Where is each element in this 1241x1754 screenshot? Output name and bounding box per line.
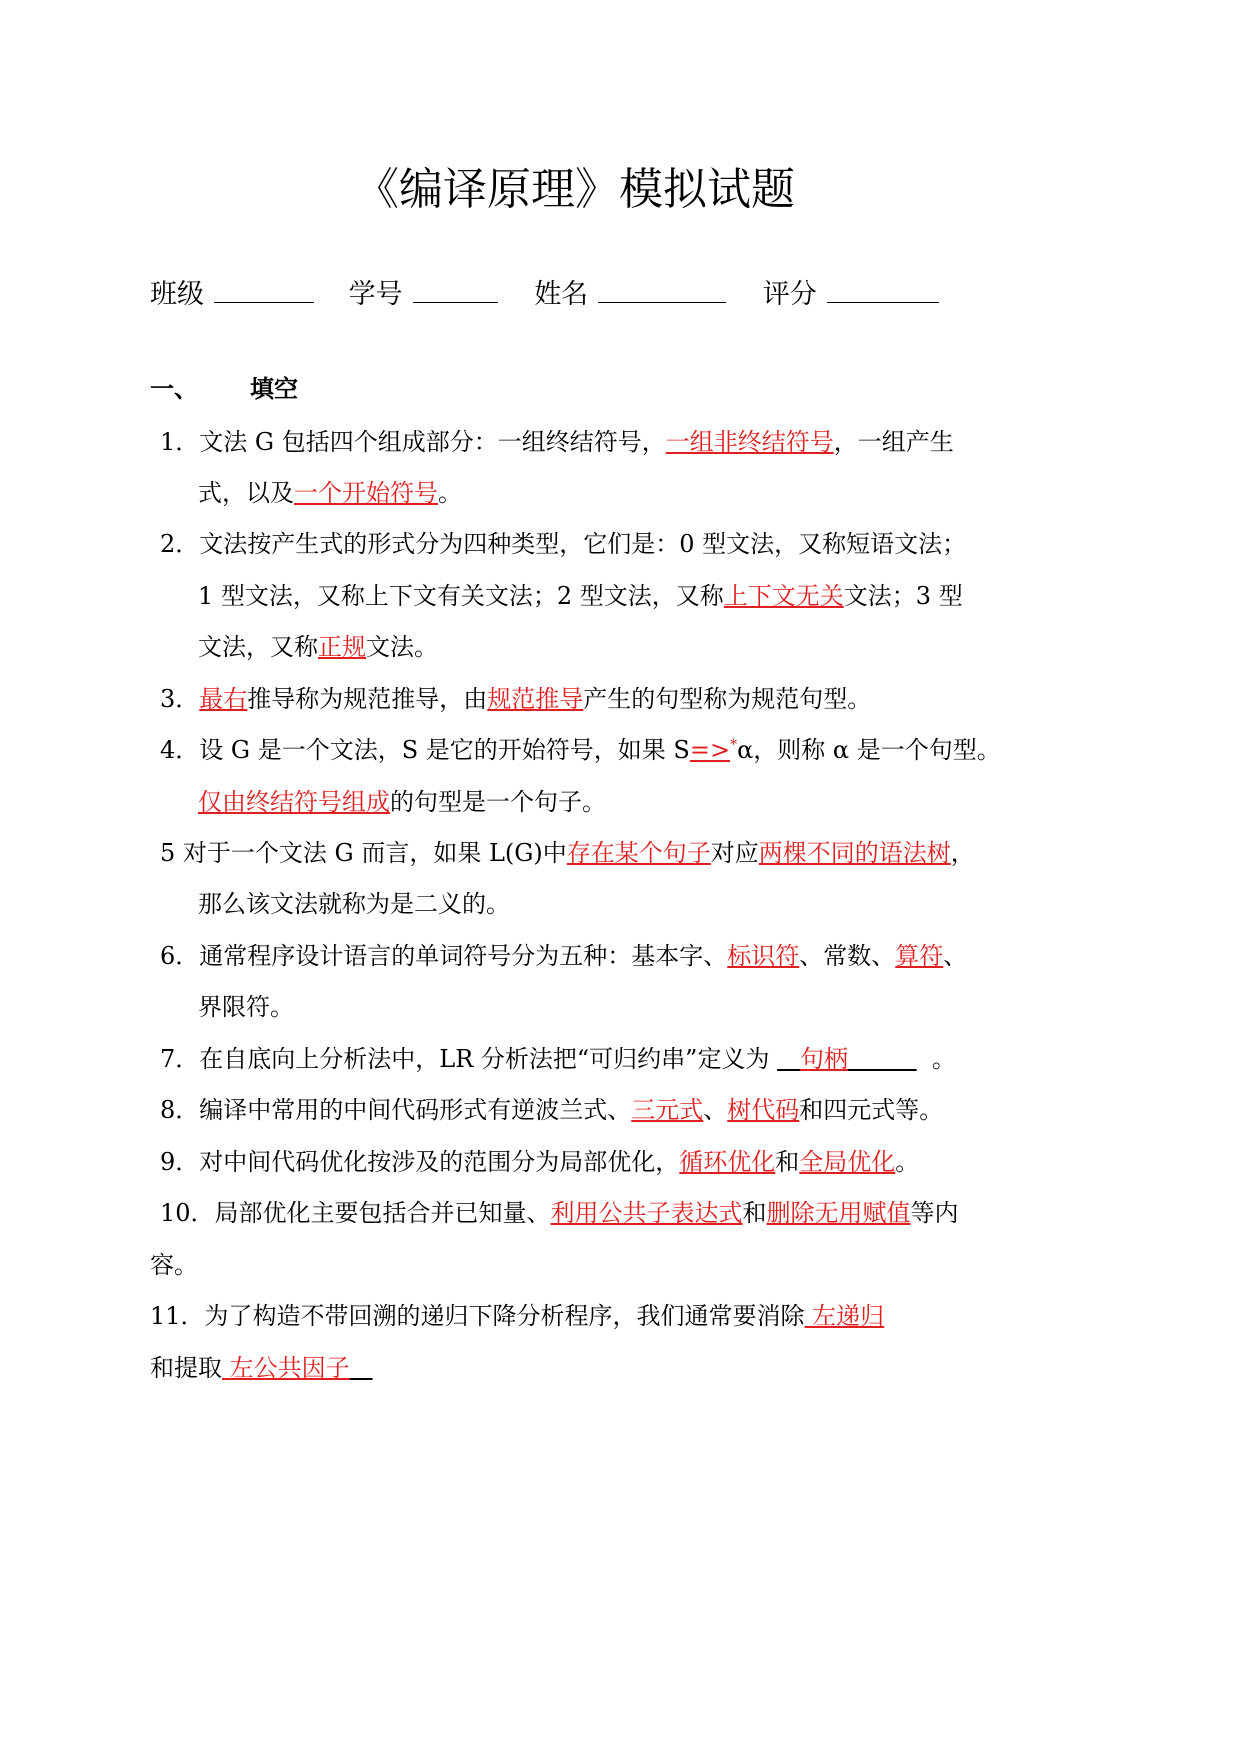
- question-5-line-2: [198, 887, 510, 921]
- answer-blank: 两棵不同的语法树: [758, 839, 951, 867]
- question-text: 推导称为规范推导，由: [247, 685, 488, 713]
- question-text: ，一组产生: [833, 428, 954, 456]
- student-id-blank[interactable]: [413, 278, 498, 303]
- question-text: 。: [438, 479, 462, 507]
- answer-blank: 全局优化: [799, 1148, 896, 1176]
- question-text: 的句型是一个句子。: [390, 788, 606, 816]
- question-text: 产生的句型称为规范句型。: [583, 685, 872, 713]
- question-text: 2．文法按产生式的形式分为四种类型，它们是：0 型文法，又称短语文法；: [160, 530, 967, 558]
- section-title: 填空: [250, 374, 298, 403]
- question-text: 10．局部优化主要包括合并已知量、: [160, 1199, 551, 1227]
- student-id-field: [349, 275, 498, 315]
- question-2-line-3: [198, 630, 438, 664]
- name-field: [534, 275, 726, 315]
- question-text: 和: [775, 1148, 800, 1176]
- blank-underline: [777, 1045, 800, 1073]
- question-3-line-1: [160, 682, 871, 716]
- kleene-star: *: [730, 737, 738, 753]
- question-text: 。: [895, 1148, 920, 1176]
- answer-blank: 树代码: [727, 1096, 800, 1124]
- student-info-row: [150, 275, 939, 315]
- class-blank[interactable]: [214, 278, 314, 303]
- answer-blank: 删除无用赋值: [766, 1199, 911, 1227]
- section-heading: [150, 372, 298, 406]
- question-text: 5 对于一个文法 G 而言，如果 L(G)中: [160, 839, 567, 867]
- question-1-line-1: [160, 425, 954, 459]
- class-field: [150, 275, 314, 315]
- class-label: 班级: [150, 279, 204, 310]
- answer-blank: 一组非终结符号: [665, 428, 834, 456]
- page-title: 《编译原理》模拟试题: [355, 164, 795, 215]
- answer-blank: 循环优化: [679, 1148, 776, 1176]
- question-11-line-1: [150, 1299, 884, 1333]
- answer-blank: 左公共因子: [222, 1354, 350, 1382]
- question-text: 文法；3 型: [843, 582, 963, 610]
- score-field: [763, 275, 939, 315]
- section-number: 一、: [150, 374, 198, 403]
- answer-blank: 算符: [895, 942, 944, 970]
- question-text: 7．在自底向上分析法中，LR 分析法把“可归约串”定义为: [160, 1045, 778, 1073]
- answer-blank: 规范推导: [487, 685, 584, 713]
- question-text: 文法。: [366, 633, 438, 661]
- question-text: 、: [943, 942, 968, 970]
- question-text: 9．对中间代码优化按涉及的范围分为局部优化，: [160, 1148, 680, 1176]
- question-1-line-2: [198, 476, 462, 510]
- question-text: 4．设 G 是一个文法，S 是它的开始符号，如果 S: [160, 736, 690, 764]
- question-text: 11．为了构造不带回溯的递归下降分析程序，我们通常要消除: [150, 1302, 805, 1330]
- blank-underline: [350, 1354, 373, 1382]
- question-10-line-2: [150, 1248, 198, 1282]
- question-text: 界限符。: [198, 993, 294, 1021]
- question-10-line-1: [160, 1196, 959, 1230]
- question-2-line-1: [160, 527, 966, 561]
- question-text: 和提取: [150, 1354, 222, 1382]
- answer-blank: 一个开始符号: [294, 479, 438, 507]
- question-8-line-1: [160, 1093, 943, 1127]
- answer-blank: 三元式: [631, 1096, 704, 1124]
- name-label: 姓名: [534, 279, 589, 310]
- question-text: 那么该文法就称为是二义的。: [198, 890, 510, 918]
- question-text: 和: [742, 1199, 767, 1227]
- answer-blank: 上下文无关: [723, 582, 844, 610]
- question-text: 3．: [160, 685, 200, 713]
- question-5-line-1: [160, 836, 975, 870]
- answer-blank: 句柄: [799, 1045, 848, 1073]
- answer-blank: 正规: [318, 633, 366, 661]
- student-id-label: 学号: [348, 279, 403, 310]
- question-text: 8．编译中常用的中间代码形式有逆波兰式、: [160, 1096, 632, 1124]
- derivation-arrow: =>: [689, 736, 731, 764]
- question-4-line-2: [198, 785, 606, 819]
- name-blank[interactable]: [598, 278, 726, 303]
- question-text: 6．通常程序设计语言的单词符号分为五种：基本字、: [160, 942, 728, 970]
- question-6-line-1: [160, 939, 967, 973]
- question-text: 、常数、: [799, 942, 896, 970]
- question-text: 。: [916, 1045, 956, 1073]
- answer-blank: 左递归: [804, 1302, 885, 1330]
- question-11-line-2: [150, 1351, 373, 1385]
- question-text: 容。: [150, 1251, 198, 1279]
- question-text: 式，以及: [198, 479, 294, 507]
- question-text: 文法，又称: [198, 633, 318, 661]
- question-4-line-1: [160, 733, 1001, 767]
- answer-blank: 仅由终结符号组成: [198, 788, 390, 816]
- answer-blank: 标识符: [727, 942, 800, 970]
- answer-blank: 最右: [199, 685, 248, 713]
- answer-blank: 利用公共子表达式: [550, 1199, 743, 1227]
- question-text: 1．文法 G 包括四个组成部分：一组终结符号，: [160, 428, 666, 456]
- question-text: α，则称 α 是一个句型。: [737, 736, 1001, 764]
- question-text: 1 型文法，又称上下文有关文法；2 型文法，又称: [198, 582, 724, 610]
- score-label: 评分: [762, 279, 817, 310]
- blank-underline: [848, 1045, 917, 1073]
- question-9-line-1: [160, 1145, 919, 1179]
- question-7-line-1: [160, 1042, 956, 1076]
- question-text: 对应: [710, 839, 759, 867]
- question-2-line-2: [198, 579, 963, 613]
- question-text: ，: [950, 839, 975, 867]
- score-blank[interactable]: [827, 278, 939, 303]
- question-text: 、: [703, 1096, 728, 1124]
- answer-blank: 存在某个句子: [566, 839, 711, 867]
- question-text: 等内: [910, 1199, 959, 1227]
- question-6-line-2: [198, 990, 294, 1024]
- question-text: 和四元式等。: [799, 1096, 944, 1124]
